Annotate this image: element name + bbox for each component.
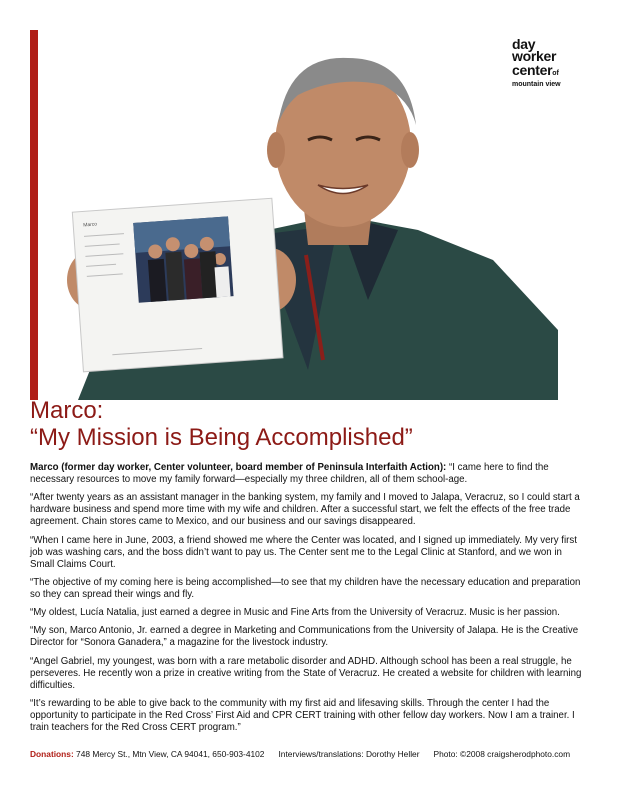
interviews-credit: Interviews/translations: Dorothy Heller — [278, 749, 420, 759]
title-line-name: Marco: — [30, 397, 104, 424]
portrait-photo — [38, 30, 558, 400]
paragraph: “My oldest, Lucía Natalia, just earned a degree in Music and Fine Arts from the University of Veracruz. Music is her passion. — [30, 607, 560, 619]
paragraph: “After twenty years as an assistant manager in the banking system, my family and I moved to Jalapa, Veracruz, so I could start a hardware business and spend more time with my wife and children. After a successful start, we felt the effects of the free trade agreement. Chain stores came to Mexico, and our business and our savings disappeared. — [30, 492, 580, 528]
paragraph: “The objective of my coming here is being accomplished—to see that my children have the necessary education and preparation so they can spread their wings and fly. — [30, 576, 581, 600]
article-body — [30, 462, 586, 740]
paragraph-intro — [30, 462, 586, 486]
donations-address: 748 Mercy St., Mtn View, CA 94041, 650-903-4102 — [73, 749, 265, 759]
intro-lead: Marco (former day worker, Center volunteer, board member of Peninsula Interfaith Action): — [30, 462, 447, 473]
paragraph: “It’s rewarding to be able to give back to the community with my first aid and lifesaving skills. Through the center I had the opportunity to participate in the Red Cross’ First Aid and CPR CERT training with other fellow day workers. Now I am a trainer. I train teachers for the Red Cross CERT program.” — [30, 698, 575, 734]
svg-text:Marco: Marco — [83, 221, 98, 229]
article-title — [30, 397, 590, 451]
accent-bar — [30, 30, 38, 400]
photo-credit: Photo: ©2008 craigsherodphoto.com — [433, 749, 571, 759]
paragraph: “My son, Marco Antonio, Jr. earned a degree in Marketing and Communications from the University of Jalapa. He is the Creative Director for “Sonora Ganadera,” a magazine for the livestock industry. — [30, 625, 579, 649]
portrait-illustration — [38, 30, 558, 400]
intro-text: “I came here to find the necessary resources to move my family forward—especially my three children, all of them school-age. — [30, 462, 549, 485]
logo-line-day: day — [512, 36, 536, 52]
logo-line-worker: worker — [512, 48, 557, 64]
paragraph: “Angel Gabriel, my youngest, was born with a rare metabolic disorder and ADHD. Although school has been a real struggle, he perseveres. He recently won a prize in creative writing from the State of Veracruz. He created a website for children with learning difficulties. — [30, 655, 582, 691]
donations-label: Donations: — [30, 749, 74, 759]
organization-logo — [512, 38, 592, 89]
footer — [30, 749, 590, 759]
logo-line-of: of — [552, 70, 559, 77]
logo-line-center: center — [512, 62, 553, 78]
paragraph: “When I came here in June, 2003, a friend showed me where the Center was located, and I signed up immediately. My very first job was washing cars, and the boss didn’t want to pay us. The Center sent me to the Legal Clinic at Stanford, and we won in Small Claims Court. — [30, 534, 577, 570]
title-line-quote: “My Mission is Being Accomplished” — [30, 424, 413, 451]
logo-line-mountain-view: mountain view — [512, 81, 561, 88]
